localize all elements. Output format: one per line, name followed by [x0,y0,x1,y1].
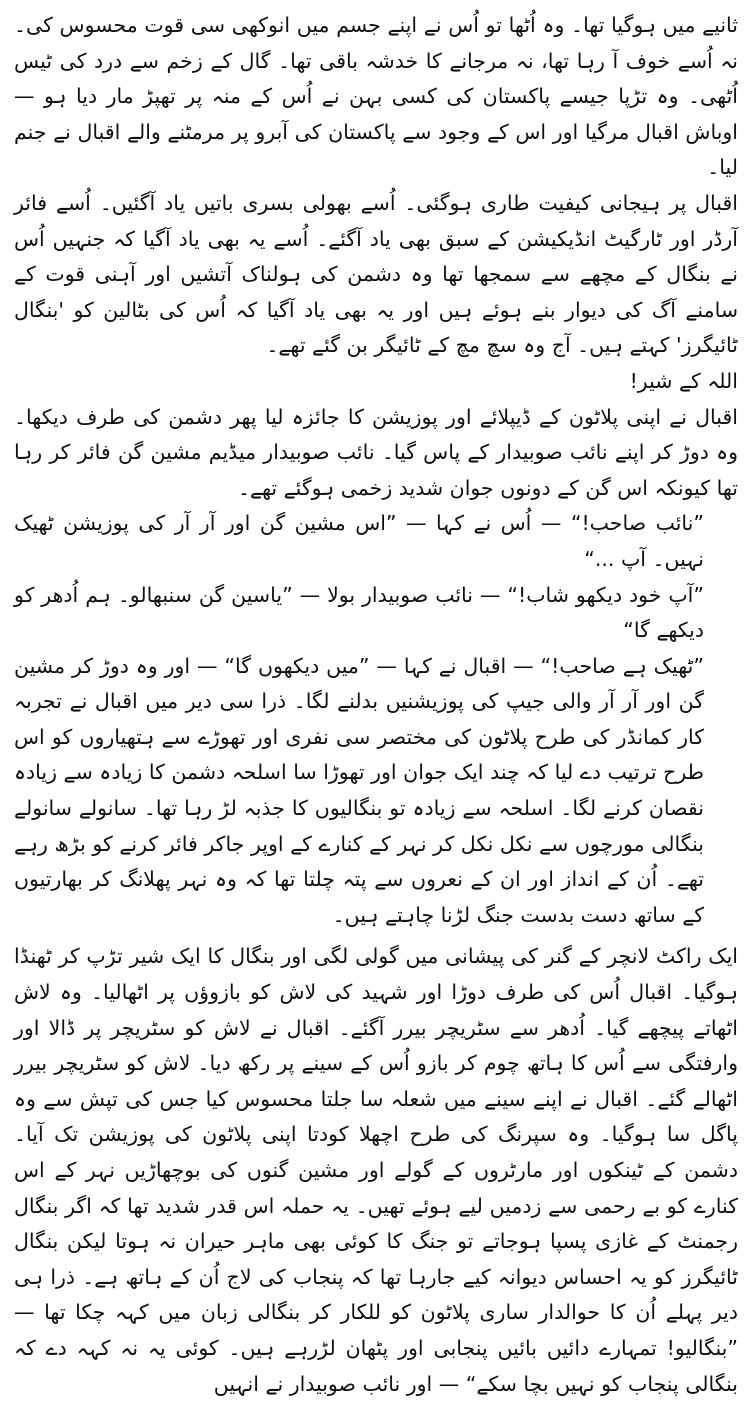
paragraph-4: اقبال نے اپنی پلاٹون کے ڈیپلائے اور پوزیشن کا جائزہ لیا پھر دشمن کی طرف دیکھا۔ وہ دوڑ کر اپنے نائب صوبیدار کے پاس گیا۔ نائب صوبیدار میڈیم مشین گن فائر کر رہا تھا کیونکہ اس گن کے دونوں جوان شدید زخمی ہوگئے تھے۔ [14,404,738,500]
paragraph-2: اقبال پر ہیجانی کیفیت طاری ہوگئی۔ اُسے بھولی بسری باتیں یاد آگئیں۔ اُسے فائر آرڈر اور ٹارگیٹ انڈیکیشن کے سبق بھی یاد آگئے۔ اُسے یہ بھی یاد آگیا کہ جنہیں اُس نے بنگال کے مچھے سے سمجھا تھا وہ دشمن کی ہولناک آتشیں اور آہنی قوت کے سامنے آگ کی دیوار بنے ہوئے ہیں اور یہ بھی یاد آگیا کہ اُس کی بٹالین کو 'بنگال ٹائیگرز' کہتے ہیں۔ آج وہ سچ مچ کے ٹائیگر بن گئے تھے۔ [14,190,738,358]
dialogue-line-2: ”آپ خود دیکھو شاب!“ — نائب صوبیدار بولا — ”یاسین گن سنبھالو۔ ہم اُدھر کو دیکھے گا“ [14,582,704,643]
dialogue-line-1: ”نائب صاحب!“ — اُس نے کہا — ”اس مشین گن اور آر آر کی پوزیشن ٹھیک نہیں۔ آپ ...“ [14,511,704,571]
paragraph-3: اللہ کے شیر! [629,368,738,393]
paragraph-1: ثانیے میں ہوگیا تھا۔ وہ اُٹھا تو اُس نے اپنے جسم میں انوکھی سی قوت محسوس کی۔ نہ اُسے خوف آ رہا تھا، نہ مرجانے کا خدشہ باقی تھا۔ گال کے زخم سے درد کی ٹیس اُٹھی۔ وہ تڑپا جیسے پاکستان کی کسی بہن نے اُس کے منہ پر تھپڑ مار دیا ہو — اوباش اقبال مرگیا اور اس کے وجود سے پاکستان کی آبرو پر مرمٹنے والے اقبال نے جنم لیا۔ [14,13,738,180]
paragraph-5: ایک راکٹ لانچر کے گنر کی پیشانی میں گولی لگی اور بنگال کا ایک شیر تڑپ کر ٹھنڈا ہوگیا۔ اقبال اُس کی طرف دوڑا اور شہید کی لاش کو بازوؤں پر اٹھالیا۔ وہ لاش اٹھاتے پیچھے گیا۔ اُدھر سے سٹریچر بیرر آگئے۔ اقبال نے لاش کو سٹریچر پر ڈالا اور وارفتگی سے اُس کا ہاتھ چوم کر بازو اُس کے سینے پر رکھ دیا۔ لاش کو سٹریچر بیرر اٹھالے گئے۔ اقبال نے اپنے سینے میں شعلہ سا جلتا محسوس کیا جس کی تپش سے وہ پاگل سا ہوگیا۔ وہ سپرنگ کی طرح اچھلا کودتا اپنی پلاٹون کی پوزیشن تک آیا۔ دشمن کے ٹینکوں اور مارٹروں کے گولے اور مشین گنوں کی بوچھاڑیں نہر کے اس کنارے کو بے رحمی سے زدمیں لیے ہوئے تھیں۔ یہ حملہ اس قدر شدید تھا کہ اگر بنگال رجمنٹ کے غازی پسپا ہوجاتے تو جنگ کا کوئی بھی ماہر حیران نہ ہوتا لیکن بنگال ٹائیگرز کو یہ احساس دیوانہ کیے جارہا تھا کہ پنجاب کی لاج اُن کے ہاتھ ہے۔ ذرا ہی دیر پہلے اُن کا حوالدار ساری پلاٹون کو للکار کر بنگالی زبان میں کہہ چکا تھا — ”بنگالیو! تمہارے دائیں بائیں پنجابی اور پٹھان لڑرہے ہیں۔ کوئی یہ نہ کہہ دے کہ بنگالی پنجاب کو نہیں بچا سکے“ — اور نائب صوبیدار نے انہیں [14,944,738,1396]
dialogue-line-3: ”ٹھیک ہے صاحب!“ — اقبال نے کہا — ”میں دیکھوں گا“ — اور وہ دوڑ کر مشین گن اور آر آر والی جیپ کی پوزیشنیں بدلنے لگا۔ ذرا سی دیر میں اقبال نے تجربہ کار کمانڈر کی طرح پلاٹون کی مختصر سی نفری اور تھوڑے سے ہتھیاروں کو اس طرح ترتیب دے لیا کہ چند ایک جوان اور تھوڑا سا اسلحہ دشمن کا زیادہ سے زیادہ نقصان کرنے لگا۔ اسلحہ سے زیادہ تو بنگالیوں کا جذبہ لڑ رہا تھا۔ سانولے سانولے بنگالی مورچوں سے نکل نکل کر نہر کے کنارے کے اوپر جاکر فائر کرنے کو بڑھ رہے تھے۔ اُن کے انداز اور ان کے نعروں سے پتہ چلتا تھا کہ وہ نہر پھلانگ کر بھارتیوں کے ساتھ دست بدست جنگ لڑنا چاہتے ہیں۔ [14,653,704,927]
